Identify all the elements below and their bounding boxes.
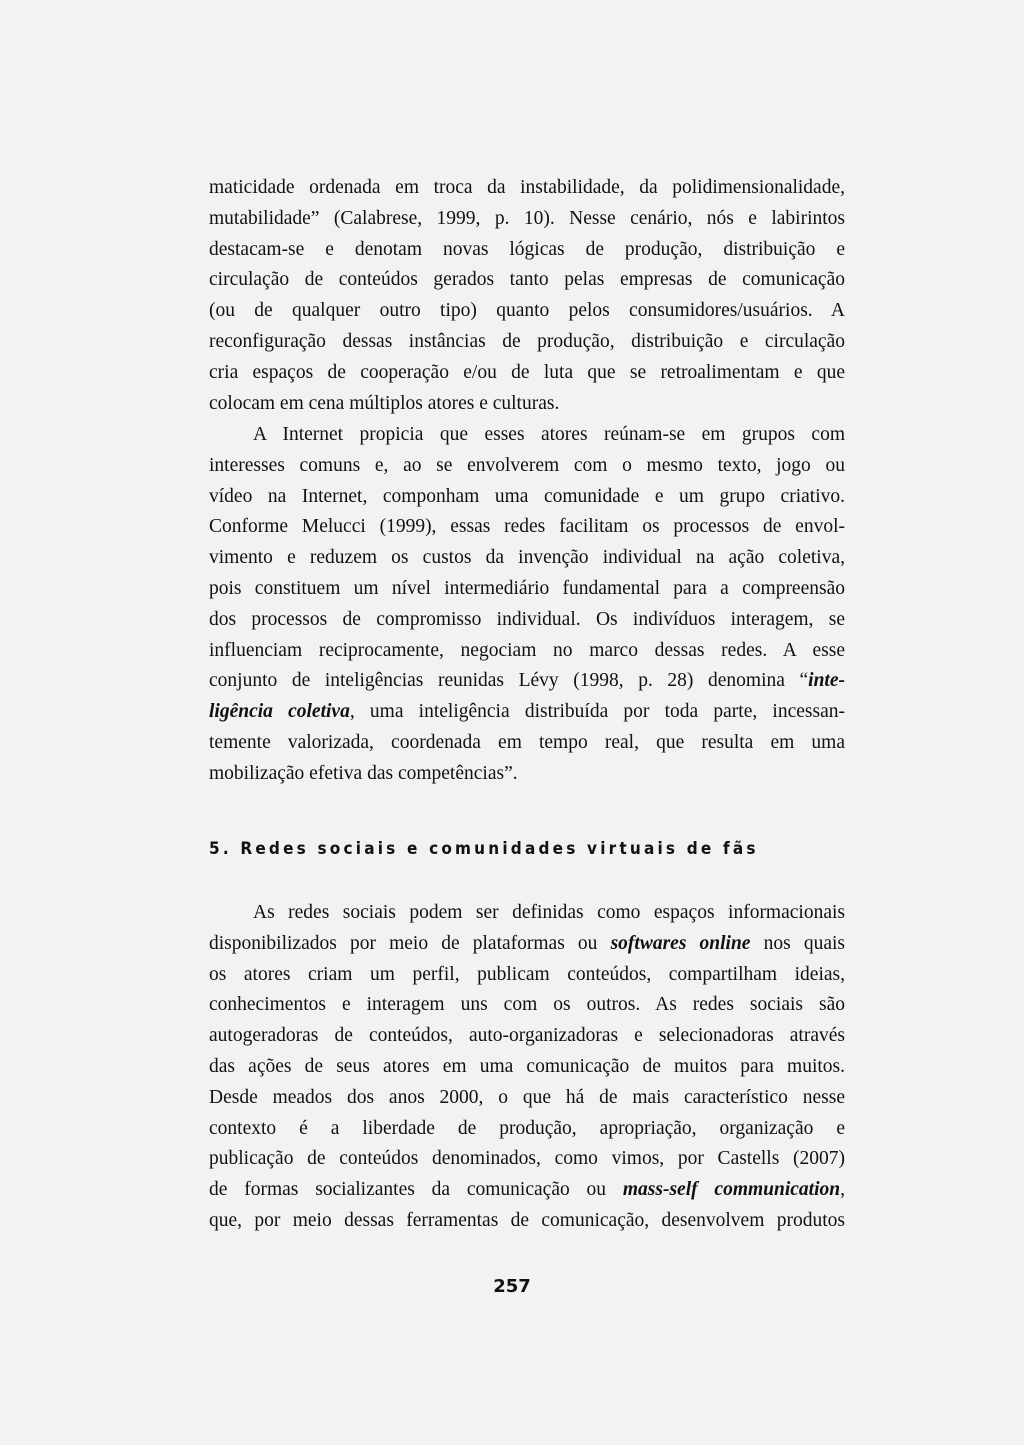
- text-line: interesses comuns e, ao se envolverem com o mesmo texto, jogo ou: [209, 454, 845, 476]
- text-line: (ou de qualquer outro tipo) quanto pelos consumidores/usuários. A: [209, 300, 845, 322]
- text-line: circulação de conteúdos gerados tanto pelas empresas de comunicação: [209, 269, 845, 291]
- text-line: As redes sociais podem ser definidas como espaços informacionais: [253, 902, 845, 923]
- italic-term: mass-self communication: [622, 1179, 841, 1201]
- text-line: colocam em cena múltiplos atores e culturas.: [209, 392, 560, 414]
- paragraph-3: [209, 898, 845, 1237]
- text-line: publicação de conteúdos denominados, como vimos, por Castells (2007): [209, 1148, 845, 1170]
- text-line: que, por meio dessas ferramentas de comunicação, desenvolvem produtos: [209, 1209, 845, 1231]
- text-line: destacam-se e denotam novas lógicas de produção, distribuição e: [209, 238, 845, 260]
- text-line: das ações de seus atores em uma comunicação de muitos para muitos.: [209, 1055, 845, 1077]
- text-line: maticidade ordenada em troca da instabilidade, da polidimensionalidade,: [209, 177, 845, 198]
- text-line: [209, 697, 845, 728]
- text-line: autogeradoras de conteúdos, auto-organizadoras e selecionadoras através: [209, 1025, 845, 1047]
- text-run: nos quais: [750, 932, 845, 954]
- text-line: contexto é a liberdade de produção, apropriação, organização e: [209, 1117, 845, 1139]
- text-line: [209, 666, 845, 697]
- text-line: [209, 929, 845, 960]
- text-run: de formas socializantes da comunicação ou: [209, 1179, 623, 1201]
- text-line: [209, 1175, 845, 1206]
- text-run: ,: [840, 1179, 845, 1201]
- italic-term: inte-: [808, 670, 845, 692]
- text-line: mutabilidade” (Calabrese, 1999, p. 10). Nesse cenário, nós e labirintos: [209, 207, 845, 229]
- text-run: , uma inteligência distribuída por toda parte, incessan-: [349, 701, 845, 723]
- text-line: vimento e reduzem os custos da invenção individual na ação coletiva,: [209, 547, 845, 569]
- text-line: Conforme Melucci (1999), essas redes facilitam os processos de envol-: [209, 516, 845, 538]
- text-run: disponibilizados por meio de plataformas ou: [209, 932, 611, 954]
- italic-term: softwares online: [610, 932, 751, 954]
- paragraph-2: [209, 420, 845, 790]
- italic-term: ligência coletiva: [209, 701, 350, 723]
- text-line: reconfiguração dessas instâncias de produção, distribuição e circulação: [209, 330, 845, 352]
- text-line: vídeo na Internet, componham uma comunidade e um grupo criativo.: [209, 485, 845, 507]
- text-line: dos processos de compromisso individual. Os indivíduos interagem, se: [209, 608, 845, 630]
- text-line: temente valorizada, coordenada em tempo real, que resulta em uma: [209, 731, 845, 753]
- text-line: conhecimentos e interagem uns com os outros. As redes sociais são: [209, 994, 845, 1016]
- text-line: A Internet propicia que esses atores reúnam-se em grupos com: [253, 424, 845, 445]
- text-line: mobilização efetiva das competências”.: [209, 762, 518, 784]
- text-line: influenciam reciprocamente, negociam no marco dessas redes. A esse: [209, 639, 845, 661]
- text-line: pois constituem um nível intermediário fundamental para a compreensão: [209, 577, 845, 599]
- text-line: os atores criam um perfil, publicam conteúdos, compartilham ideias,: [209, 963, 845, 985]
- paragraph-1: [209, 173, 845, 419]
- text-line: Desde meados dos anos 2000, o que há de mais característico nesse: [209, 1086, 845, 1108]
- section-heading: 5. Redes sociais e comunidades virtuais de fãs: [209, 839, 759, 859]
- text-line: cria espaços de cooperação e/ou de luta que se retroalimentam e que: [209, 361, 845, 383]
- page-number: 257: [493, 1276, 531, 1297]
- text-run: conjunto de inteligências reunidas Lévy (1998, p. 28) denomina “: [209, 670, 809, 692]
